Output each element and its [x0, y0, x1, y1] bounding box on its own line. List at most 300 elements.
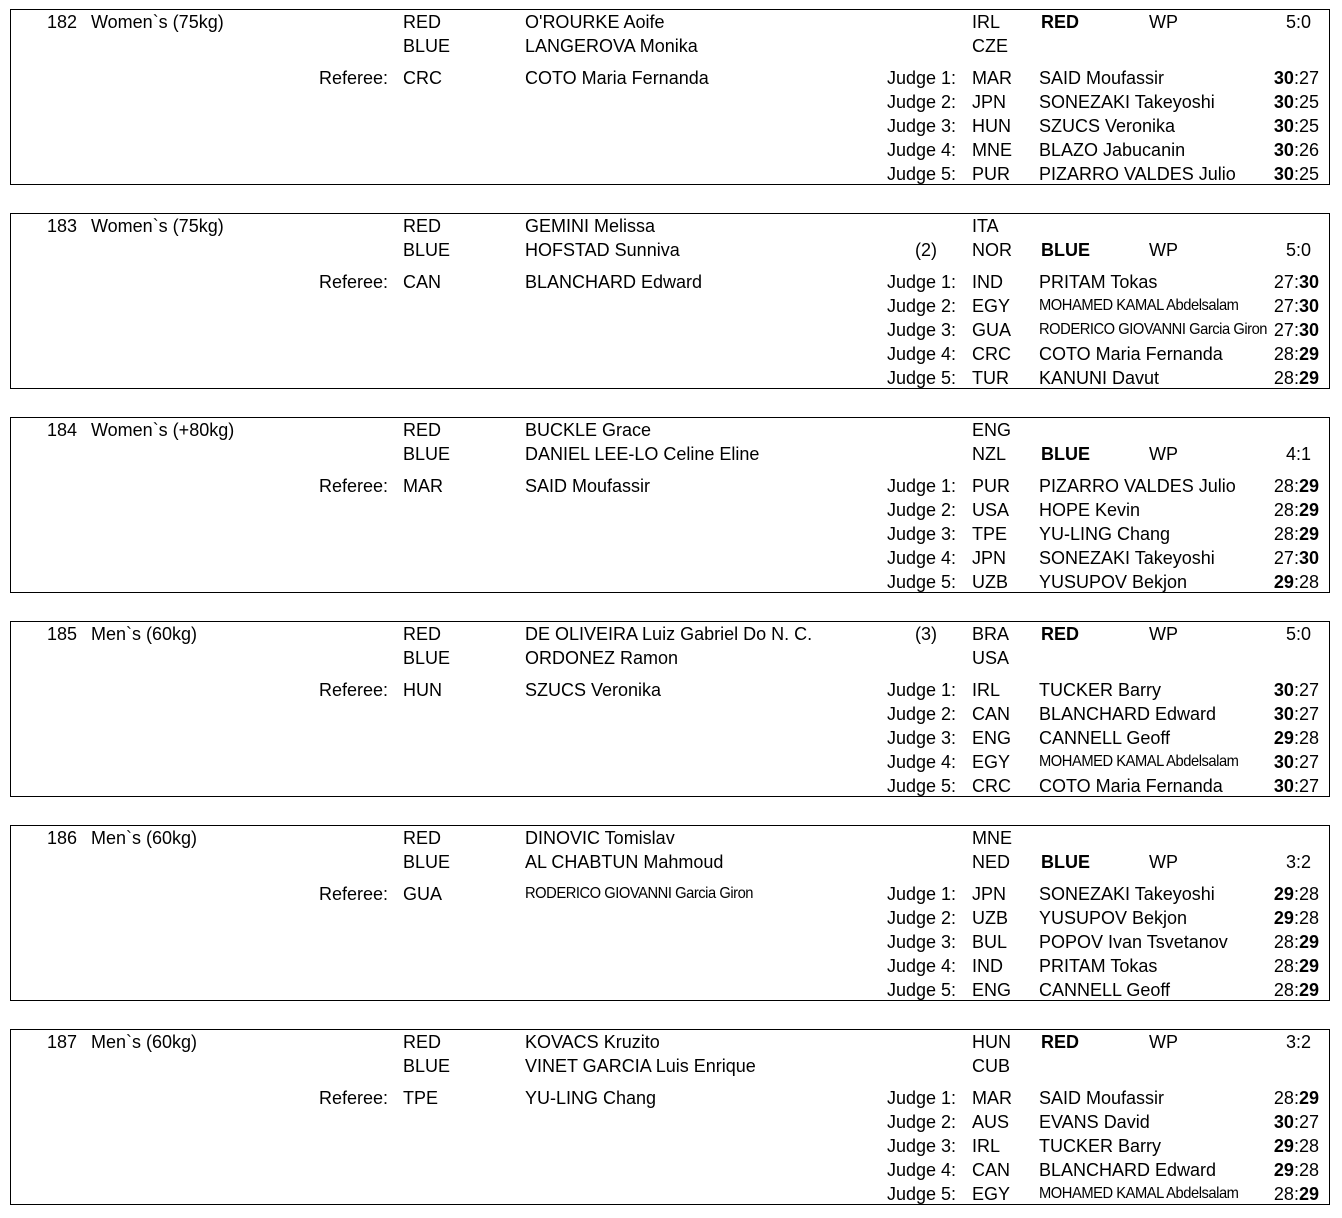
- judge-country: BUL: [972, 932, 1008, 952]
- score-separator: :: [1293, 272, 1299, 292]
- red-score: 28: [1273, 956, 1294, 976]
- judge-name: COTO Maria Fernanda: [1039, 776, 1223, 796]
- judge-name: CANNELL Geoff: [1039, 728, 1171, 748]
- score-separator: :: [1293, 884, 1299, 904]
- judge-score: [1211, 523, 1319, 545]
- bout-block: [10, 825, 1330, 1001]
- blue-score: 29: [1298, 500, 1319, 520]
- judge-score: [1211, 679, 1319, 701]
- blue-score: 27: [1298, 68, 1319, 88]
- red-score: 30: [1273, 116, 1294, 136]
- judge-name: COTO Maria Fernanda: [1039, 344, 1223, 364]
- red-corner-label: RED: [403, 12, 442, 32]
- score-separator: :: [1293, 344, 1299, 364]
- bout-score: 5:0: [1285, 624, 1311, 644]
- win-method: WP: [1149, 1032, 1178, 1052]
- judge-name: PRITAM Tokas: [1039, 272, 1158, 292]
- judge-country: EGY: [972, 1184, 1011, 1204]
- blue-score: 27: [1298, 680, 1319, 700]
- red-score: 28: [1273, 476, 1294, 496]
- red-seed: (3): [915, 624, 937, 644]
- blue-corner-label: BLUE: [403, 852, 451, 872]
- red-score: 27: [1273, 548, 1294, 568]
- judge-score: [1211, 1183, 1319, 1205]
- weight-category: Men`s (60kg): [91, 828, 198, 848]
- judge-label: Judge 3:: [887, 728, 957, 748]
- score-separator: :: [1293, 524, 1299, 544]
- judge-label: Judge 5:: [887, 164, 957, 184]
- score-separator: :: [1293, 752, 1299, 772]
- blue-country: USA: [972, 648, 1010, 668]
- red-score: 30: [1273, 776, 1294, 796]
- judge-score: [1211, 547, 1319, 569]
- blue-score: 30: [1298, 296, 1319, 316]
- judge-label: Judge 4:: [887, 548, 957, 568]
- judge-score: [1211, 319, 1319, 341]
- win-method: WP: [1149, 444, 1178, 464]
- red-score: 27: [1273, 296, 1294, 316]
- blue-score: 30: [1298, 320, 1319, 340]
- judge-score: [1211, 751, 1319, 773]
- referee-name: SZUCS Veronika: [525, 680, 662, 700]
- blue-score: 26: [1298, 140, 1319, 160]
- score-separator: :: [1293, 68, 1299, 88]
- red-country: ENG: [972, 420, 1012, 440]
- judge-score: [1211, 955, 1319, 977]
- judge-label: Judge 5:: [887, 368, 957, 388]
- judge-name: BLAZO Jabucanin: [1039, 140, 1186, 160]
- judge-name: BLANCHARD Edward: [1039, 704, 1217, 724]
- red-score: 27: [1273, 272, 1294, 292]
- judge-country: EGY: [972, 752, 1011, 772]
- red-score: 29: [1273, 728, 1294, 748]
- referee-name: BLANCHARD Edward: [525, 272, 703, 292]
- judge-country: IRL: [972, 680, 1001, 700]
- judge-name: SAID Moufassir: [1039, 68, 1165, 88]
- blue-country: CUB: [972, 1056, 1011, 1076]
- score-separator: :: [1293, 320, 1299, 340]
- bout-block: [10, 417, 1330, 593]
- blue-corner-label: BLUE: [403, 648, 451, 668]
- blue-score: 27: [1298, 776, 1319, 796]
- bout-number: 186: [46, 828, 77, 848]
- referee-label: Referee:: [319, 272, 389, 292]
- judge-label: Judge 4:: [887, 140, 957, 160]
- score-separator: :: [1293, 956, 1299, 976]
- judge-country: JPN: [972, 548, 1007, 568]
- blue-score: 29: [1298, 1184, 1319, 1204]
- red-score: 27: [1273, 320, 1294, 340]
- score-separator: :: [1293, 1160, 1299, 1180]
- blue-score: 28: [1298, 884, 1319, 904]
- red-score: 28: [1273, 524, 1294, 544]
- judge-score: [1211, 271, 1319, 293]
- judge-label: Judge 4:: [887, 752, 957, 772]
- referee-label: Referee:: [319, 680, 389, 700]
- judge-score: [1211, 367, 1319, 389]
- judge-label: Judge 2:: [887, 1112, 957, 1132]
- winner-corner: RED: [1041, 624, 1080, 644]
- weight-category: Women`s (75kg): [91, 216, 224, 236]
- judge-country: JPN: [972, 92, 1007, 112]
- red-score: 30: [1273, 680, 1294, 700]
- judge-score: [1211, 727, 1319, 749]
- blue-corner-label: BLUE: [403, 36, 451, 56]
- judge-name: PRITAM Tokas: [1039, 956, 1158, 976]
- judge-country: JPN: [972, 884, 1007, 904]
- referee-name: YU-LING Chang: [525, 1088, 657, 1108]
- judge-score: [1211, 67, 1319, 89]
- judge-name: TUCKER Barry: [1039, 1136, 1162, 1156]
- win-method: WP: [1149, 12, 1178, 32]
- blue-athlete-name: HOFSTAD Sunniva: [525, 240, 680, 260]
- bout-number: 184: [46, 420, 77, 440]
- judge-score: [1211, 115, 1319, 137]
- referee-country: CRC: [403, 68, 442, 88]
- bout-block: [10, 1029, 1330, 1205]
- blue-score: 28: [1298, 908, 1319, 928]
- win-method: WP: [1149, 852, 1178, 872]
- judge-score: [1211, 703, 1319, 725]
- judge-country: HUN: [972, 116, 1011, 136]
- red-athlete-name: KOVACS Kruzito: [525, 1032, 660, 1052]
- judge-label: Judge 3:: [887, 932, 957, 952]
- judge-country: CAN: [972, 1160, 1011, 1180]
- judge-name: SZUCS Veronika: [1039, 116, 1176, 136]
- judge-label: Judge 4:: [887, 1160, 957, 1180]
- judge-score: [1211, 139, 1319, 161]
- blue-score: 29: [1298, 368, 1319, 388]
- judge-label: Judge 1:: [887, 1088, 957, 1108]
- judge-country: IND: [972, 272, 1003, 292]
- blue-athlete-name: AL CHABTUN Mahmoud: [525, 852, 724, 872]
- judge-name: BLANCHARD Edward: [1039, 1160, 1217, 1180]
- judge-label: Judge 2:: [887, 704, 957, 724]
- judge-country: CRC: [972, 344, 1011, 364]
- judge-name: YU-LING Chang: [1039, 524, 1171, 544]
- judge-label: Judge 3:: [887, 320, 957, 340]
- red-score: 28: [1273, 368, 1294, 388]
- judge-score: [1211, 295, 1319, 317]
- score-separator: :: [1293, 368, 1299, 388]
- red-athlete-name: GEMINI Melissa: [525, 216, 656, 236]
- blue-score: 25: [1298, 164, 1319, 184]
- red-score: 28: [1273, 1088, 1294, 1108]
- blue-athlete-name: DANIEL LEE-LO Celine Eline: [525, 444, 760, 464]
- blue-corner-label: BLUE: [403, 1056, 451, 1076]
- red-corner-label: RED: [403, 828, 442, 848]
- score-separator: :: [1293, 728, 1299, 748]
- score-separator: :: [1293, 980, 1299, 1000]
- red-score: 28: [1273, 932, 1294, 952]
- red-score: 30: [1273, 68, 1294, 88]
- referee-country: MAR: [403, 476, 443, 496]
- judge-name: MOHAMED KAMAL Abdelsalam: [1039, 1185, 1239, 1202]
- score-separator: :: [1293, 548, 1299, 568]
- referee-country: HUN: [403, 680, 442, 700]
- judge-label: Judge 5:: [887, 776, 957, 796]
- judge-name: PIZARRO VALDES Julio: [1039, 476, 1236, 496]
- judge-label: Judge 2:: [887, 500, 957, 520]
- score-separator: :: [1293, 1088, 1299, 1108]
- blue-athlete-name: VINET GARCIA Luis Enrique: [525, 1056, 756, 1076]
- blue-score: 28: [1298, 572, 1319, 592]
- red-score: 29: [1273, 1160, 1294, 1180]
- judge-name: MOHAMED KAMAL Abdelsalam: [1039, 297, 1239, 314]
- referee-country: TPE: [403, 1088, 439, 1108]
- blue-score: 30: [1298, 548, 1319, 568]
- referee-name: COTO Maria Fernanda: [525, 68, 709, 88]
- referee-label: Referee:: [319, 1088, 389, 1108]
- judge-name: CANNELL Geoff: [1039, 980, 1171, 1000]
- judge-label: Judge 1:: [887, 272, 957, 292]
- blue-seed: (2): [915, 240, 937, 260]
- judge-label: Judge 5:: [887, 572, 957, 592]
- red-corner-label: RED: [403, 624, 442, 644]
- judge-score: [1211, 1087, 1319, 1109]
- score-separator: :: [1293, 908, 1299, 928]
- score-separator: :: [1293, 680, 1299, 700]
- judge-country: MAR: [972, 68, 1012, 88]
- judge-score: [1211, 1159, 1319, 1181]
- judge-name: RODERICO GIOVANNI Garcia Giron: [1039, 321, 1268, 338]
- judge-label: Judge 1:: [887, 680, 957, 700]
- winner-corner: BLUE: [1041, 852, 1090, 872]
- judge-score: [1211, 91, 1319, 113]
- winner-corner: BLUE: [1041, 444, 1090, 464]
- judge-score: [1211, 775, 1319, 797]
- score-separator: :: [1293, 1184, 1299, 1204]
- red-country: MNE: [972, 828, 1012, 848]
- judge-score: [1211, 163, 1319, 185]
- judge-country: UZB: [972, 572, 1008, 592]
- red-country: BRA: [972, 624, 1010, 644]
- referee-label: Referee:: [319, 68, 389, 88]
- score-separator: :: [1293, 164, 1299, 184]
- referee-country: CAN: [403, 272, 442, 292]
- referee-label: Referee:: [319, 476, 389, 496]
- judge-score: [1211, 883, 1319, 905]
- blue-country: NED: [972, 852, 1011, 872]
- bout-score: 4:1: [1285, 444, 1311, 464]
- red-score: 30: [1273, 704, 1294, 724]
- score-separator: :: [1293, 92, 1299, 112]
- judge-country: MAR: [972, 1088, 1012, 1108]
- blue-corner-label: BLUE: [403, 444, 451, 464]
- red-score: 28: [1273, 980, 1294, 1000]
- blue-country: NOR: [972, 240, 1012, 260]
- judge-country: GUA: [972, 320, 1012, 340]
- judge-country: PUR: [972, 476, 1011, 496]
- judge-country: UZB: [972, 908, 1008, 928]
- judge-name: YUSUPOV Bekjon: [1039, 572, 1188, 592]
- weight-category: Women`s (75kg): [91, 12, 224, 32]
- judge-country: IND: [972, 956, 1003, 976]
- judge-country: USA: [972, 500, 1010, 520]
- judge-country: ENG: [972, 980, 1012, 1000]
- weight-category: Men`s (60kg): [91, 624, 198, 644]
- red-corner-label: RED: [403, 1032, 442, 1052]
- score-separator: :: [1293, 116, 1299, 136]
- judge-name: TUCKER Barry: [1039, 680, 1162, 700]
- red-score: 29: [1273, 908, 1294, 928]
- bout-score: 5:0: [1285, 240, 1311, 260]
- score-separator: :: [1293, 704, 1299, 724]
- judge-country: MNE: [972, 140, 1012, 160]
- red-score: 29: [1273, 1136, 1294, 1156]
- blue-corner-label: BLUE: [403, 240, 451, 260]
- judge-label: Judge 5:: [887, 1184, 957, 1204]
- blue-score: 29: [1298, 980, 1319, 1000]
- blue-score: 27: [1298, 752, 1319, 772]
- bout-number: 182: [46, 12, 77, 32]
- red-score: 30: [1273, 164, 1294, 184]
- judge-score: [1211, 499, 1319, 521]
- judge-country: TPE: [972, 524, 1008, 544]
- score-separator: :: [1293, 476, 1299, 496]
- score-separator: :: [1293, 1136, 1299, 1156]
- bout-number: 185: [46, 624, 77, 644]
- judge-label: Judge 2:: [887, 908, 957, 928]
- judge-score: [1211, 1111, 1319, 1133]
- judge-name: SONEZAKI Takeyoshi: [1039, 884, 1215, 904]
- judge-label: Judge 1:: [887, 884, 957, 904]
- blue-score: 27: [1298, 704, 1319, 724]
- judge-name: SONEZAKI Takeyoshi: [1039, 92, 1215, 112]
- judge-label: Judge 2:: [887, 296, 957, 316]
- judge-name: SAID Moufassir: [1039, 1088, 1165, 1108]
- judge-country: CRC: [972, 776, 1011, 796]
- red-athlete-name: DE OLIVEIRA Luiz Gabriel Do N. C.: [525, 624, 813, 644]
- judge-label: Judge 5:: [887, 980, 957, 1000]
- weight-category: Women`s (+80kg): [91, 420, 235, 440]
- blue-athlete-name: ORDONEZ Ramon: [525, 648, 679, 668]
- judge-label: Judge 3:: [887, 116, 957, 136]
- red-score: 29: [1273, 884, 1294, 904]
- judge-name: KANUNI Davut: [1039, 368, 1160, 388]
- blue-score: 25: [1298, 116, 1319, 136]
- red-score: 28: [1273, 500, 1294, 520]
- blue-score: 29: [1298, 476, 1319, 496]
- judge-name: EVANS David: [1039, 1112, 1150, 1132]
- judge-score: [1211, 1135, 1319, 1157]
- judge-label: Judge 1:: [887, 476, 957, 496]
- judge-country: AUS: [972, 1112, 1010, 1132]
- judge-score: [1211, 571, 1319, 593]
- bout-block: [10, 621, 1330, 797]
- judge-label: Judge 4:: [887, 344, 957, 364]
- judge-name: YUSUPOV Bekjon: [1039, 908, 1188, 928]
- bout-block: [10, 9, 1330, 185]
- winner-corner: BLUE: [1041, 240, 1090, 260]
- red-score: 30: [1273, 1112, 1294, 1132]
- judge-score: [1211, 931, 1319, 953]
- red-corner-label: RED: [403, 420, 442, 440]
- blue-score: 28: [1298, 728, 1319, 748]
- judge-country: ENG: [972, 728, 1012, 748]
- score-separator: :: [1293, 140, 1299, 160]
- red-athlete-name: DINOVIC Tomislav: [525, 828, 675, 848]
- judge-label: Judge 4:: [887, 956, 957, 976]
- judge-label: Judge 1:: [887, 68, 957, 88]
- red-score: 30: [1273, 752, 1294, 772]
- bout-number: 183: [46, 216, 77, 236]
- red-country: IRL: [972, 12, 1001, 32]
- score-separator: :: [1293, 932, 1299, 952]
- score-separator: :: [1293, 296, 1299, 316]
- judge-label: Judge 2:: [887, 92, 957, 112]
- judge-name: POPOV Ivan Tsvetanov: [1039, 932, 1228, 952]
- blue-score: 29: [1298, 956, 1319, 976]
- red-score: 28: [1273, 1184, 1294, 1204]
- judge-name: MOHAMED KAMAL Abdelsalam: [1039, 753, 1239, 770]
- bout-score: 5:0: [1285, 12, 1311, 32]
- blue-score: 27: [1298, 1112, 1319, 1132]
- red-score: 30: [1273, 140, 1294, 160]
- blue-score: 29: [1298, 932, 1319, 952]
- red-score: 30: [1273, 92, 1294, 112]
- score-separator: :: [1293, 776, 1299, 796]
- blue-athlete-name: LANGEROVA Monika: [525, 36, 698, 56]
- judge-name: SONEZAKI Takeyoshi: [1039, 548, 1215, 568]
- score-separator: :: [1293, 572, 1299, 592]
- bout-number: 187: [46, 1032, 77, 1052]
- red-country: HUN: [972, 1032, 1011, 1052]
- red-athlete-name: BUCKLE Grace: [525, 420, 652, 440]
- bout-block: [10, 213, 1330, 389]
- referee-country: GUA: [403, 884, 443, 904]
- win-method: WP: [1149, 240, 1178, 260]
- judge-label: Judge 3:: [887, 524, 957, 544]
- judge-country: PUR: [972, 164, 1011, 184]
- winner-corner: RED: [1041, 12, 1080, 32]
- judge-country: IRL: [972, 1136, 1001, 1156]
- judge-name: PIZARRO VALDES Julio: [1039, 164, 1236, 184]
- referee-label: Referee:: [319, 884, 389, 904]
- red-score: 28: [1273, 344, 1294, 364]
- bout-score: 3:2: [1285, 1032, 1311, 1052]
- blue-score: 29: [1298, 1088, 1319, 1108]
- win-method: WP: [1149, 624, 1178, 644]
- judge-label: Judge 3:: [887, 1136, 957, 1156]
- judge-score: [1211, 907, 1319, 929]
- blue-score: 28: [1298, 1160, 1319, 1180]
- winner-corner: RED: [1041, 1032, 1080, 1052]
- referee-name: RODERICO GIOVANNI Garcia Giron: [525, 885, 754, 902]
- blue-score: 30: [1298, 272, 1319, 292]
- blue-country: NZL: [972, 444, 1007, 464]
- judge-country: CAN: [972, 704, 1011, 724]
- judge-name: HOPE Kevin: [1039, 500, 1141, 520]
- judge-country: EGY: [972, 296, 1011, 316]
- blue-country: CZE: [972, 36, 1008, 56]
- blue-score: 29: [1298, 344, 1319, 364]
- red-athlete-name: O'ROURKE Aoife: [525, 12, 665, 32]
- red-corner-label: RED: [403, 216, 442, 236]
- judge-score: [1211, 343, 1319, 365]
- judge-score: [1211, 475, 1319, 497]
- blue-score: 25: [1298, 92, 1319, 112]
- blue-score: 28: [1298, 1136, 1319, 1156]
- weight-category: Men`s (60kg): [91, 1032, 198, 1052]
- judge-score: [1211, 979, 1319, 1001]
- referee-name: SAID Moufassir: [525, 476, 651, 496]
- red-score: 29: [1273, 572, 1294, 592]
- judge-country: TUR: [972, 368, 1009, 388]
- score-separator: :: [1293, 1112, 1299, 1132]
- score-separator: :: [1293, 500, 1299, 520]
- bout-score: 3:2: [1285, 852, 1311, 872]
